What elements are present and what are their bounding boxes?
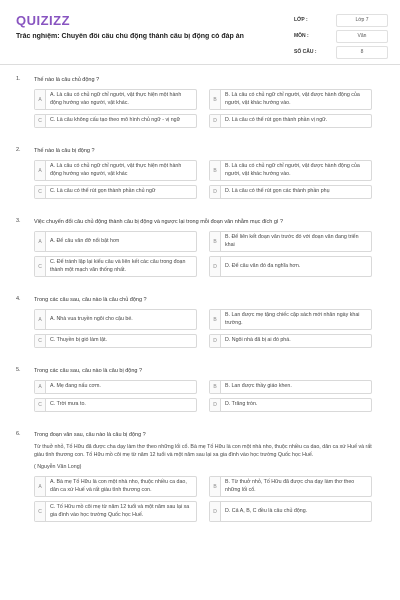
option-text: A. Là câu có chủ ngữ chỉ người, vật thực hiện một hành động hướng vào người, vật khác [50,163,182,177]
option-text: D. Để câu văn đó đa nghĩa hơn. [225,262,301,269]
option-letter: B [210,90,221,109]
option-letter: D [210,335,221,347]
option-letter: C [35,257,46,276]
meta-label: MÔN : [294,33,309,39]
question-block [0,431,400,526]
answer-option[interactable] [34,476,197,497]
option-text: C. Để tránh lặp lại kiểu câu và liên kết các câu trong đoạn thành một mạch văn thống nhất. [50,259,186,273]
answer-option[interactable] [34,89,197,110]
option-letter: B [210,477,221,496]
question-block [0,367,400,416]
answer-option[interactable] [34,334,197,348]
question-text: Thế nào là câu chủ động ? [34,77,100,83]
answer-options [34,231,384,281]
answer-options [34,380,384,416]
meta-label: SỐ CÂU : [294,49,317,55]
meta-row-grade [294,14,388,29]
option-text: A. Bà mẹ Tố Hữu là con một nhà nho, thuộc nhiều ca dao, dân ca xứ Huế và rất giàu tình thương con. [50,479,187,493]
option-text: B. Để liên kết đoạn văn trước đó với đoạn văn đang triển khai [225,234,359,248]
option-text: D. Là câu có thể rút gọn các thành phần phụ [225,188,330,195]
question-block [0,218,400,281]
question-number: 3. [16,218,21,224]
option-letter: D [210,502,221,521]
answer-option[interactable] [34,160,197,181]
question-number: 4. [16,296,21,302]
option-text: C. Trời mưa to. [50,401,86,408]
option-text: B. Là câu có chủ ngữ chỉ người, vật được hành động của người, vật khác hướng vào. [225,92,360,106]
answer-option[interactable] [34,309,197,330]
option-letter: C [35,115,46,127]
question-block [0,76,400,132]
option-letter: D [210,399,221,411]
option-letter: A [35,232,46,251]
answer-option[interactable] [34,185,197,199]
option-text: A. Mẹ đang nấu cơm. [50,383,101,390]
answer-option[interactable] [209,114,372,128]
answer-options [34,309,384,352]
question-text: Trong đoạn văn sau, câu nào là câu bị động ? [34,432,146,438]
question-block [0,296,400,352]
option-text: B. Lan được thầy giáo khen. [225,383,292,390]
question-number: 2. [16,147,21,153]
question-text: Việc chuyển đổi câu chủ động thành câu bị động và ngược lại trong mỗi đoạn văn nhằm mục đích gì ? [34,219,284,225]
answer-option[interactable] [209,476,372,497]
option-letter: B [210,161,221,180]
option-letter: A [35,90,46,109]
question-number: 5. [16,367,21,373]
option-letter: C [35,335,46,347]
answer-option[interactable] [209,160,372,181]
option-text: A. Nhà vua truyền ngôi cho cậu bé. [50,315,133,322]
option-letter: A [35,310,46,329]
question-text: Thế nào là câu bị động ? [34,148,95,154]
option-letter: B [210,310,221,329]
meta-row-subject [294,30,388,45]
question-block [0,147,400,203]
grade-field: Lớp 7 [336,14,388,27]
answer-option[interactable] [209,231,372,252]
option-letter: B [210,381,221,393]
option-text: A. Để câu văn đỡ nổi bật hơn [50,237,120,244]
option-text: B. Lan được mẹ tặng chiếc cặp sách mới nhân ngày khai trường. [225,312,360,326]
question-list [0,76,400,541]
question-text: Trong các câu sau, câu nào là câu bị động ? [34,368,143,374]
answer-options [34,89,384,132]
answer-option[interactable] [34,380,197,394]
option-text: D. Là câu có thể rút gọn thành phần vị ngữ. [225,117,328,124]
option-text: B. Từ thuở nhỏ, Tố Hữu đã được cha dạy làm thơ theo những lối cổ. [225,479,355,493]
answer-option[interactable] [209,309,372,330]
question-number: 6. [16,431,21,437]
option-letter: C [35,502,46,521]
option-letter: A [35,161,46,180]
worksheet-header [0,0,400,65]
answer-options [34,160,384,203]
option-text: D. Ngôi nhà đã bị ai đó phá. [225,337,291,344]
option-text: B. Là câu có chủ ngữ chỉ người, vật được hành động của người, vật khác hướng vào. [225,163,360,177]
option-text: C. Là câu không cấu tạo theo mô hình chủ ngữ - vị ngữ [50,117,181,124]
option-text: C. Tố Hữu mồ côi mẹ từ năm 12 tuổi và một năm sau lại xa gia đình vào học trường Quốc học Huế. [50,504,190,518]
option-letter: C [35,399,46,411]
quizizz-logo: QUIZIZZ [16,13,71,28]
answer-option[interactable] [34,114,197,128]
option-letter: A [35,381,46,393]
option-letter: D [210,257,221,276]
answer-option[interactable] [209,256,372,277]
answer-option[interactable] [209,501,372,522]
option-text: C. Là câu có thể rút gọn thành phần chủ ngữ [50,188,156,195]
answer-options [34,476,384,526]
option-letter: D [210,115,221,127]
question-text: Trong các câu sau, câu nào là câu chủ động ? [34,297,147,303]
answer-option[interactable] [209,89,372,110]
option-letter: D [210,186,221,198]
answer-option[interactable] [209,398,372,412]
answer-option[interactable] [34,256,197,277]
meta-label: LỚP : [294,17,308,23]
question-count-field: 8 [336,46,388,59]
question-number: 1. [16,76,21,82]
answer-option[interactable] [34,231,197,252]
option-letter: C [35,186,46,198]
answer-option[interactable] [34,398,197,412]
passage-source: ( Nguyễn Văn Long) [34,464,82,470]
option-text: C. Thuyền bị gió làm lật. [50,337,108,344]
question-passage: Từ thuở nhỏ, Tố Hữu đã được cha dạy làm thơ theo những lối cổ. Bà mẹ Tố Hữu là con một nhà nho, thuộc nhiều ca dao, dân ca xứ Huế và rất giàu tình thương con. Tố Hữu mồ côi mẹ từ năm 12 tuổi và một năm sau lại xa gia đình vào học trường Quốc học Huế. [34,444,372,458]
meta-row-count [294,46,388,61]
option-text: A. Là câu có chủ ngữ chỉ người, vật thực hiện một hành động hướng vào người, vật khác. [50,92,182,106]
worksheet-title: Trắc nghiệm: Chuyển đổi câu chủ động thành câu bị động có đáp án [16,33,244,40]
answer-option[interactable] [209,380,372,394]
answer-option[interactable] [34,501,197,522]
option-text: D. Cả A, B, C đều là câu chủ động. [225,507,308,514]
option-letter: A [35,477,46,496]
option-text: D. Trăng tròn. [225,401,258,408]
answer-option[interactable] [209,334,372,348]
option-letter: B [210,232,221,251]
answer-option[interactable] [209,185,372,199]
subject-field: Văn [336,30,388,43]
worksheet-meta [294,14,388,62]
